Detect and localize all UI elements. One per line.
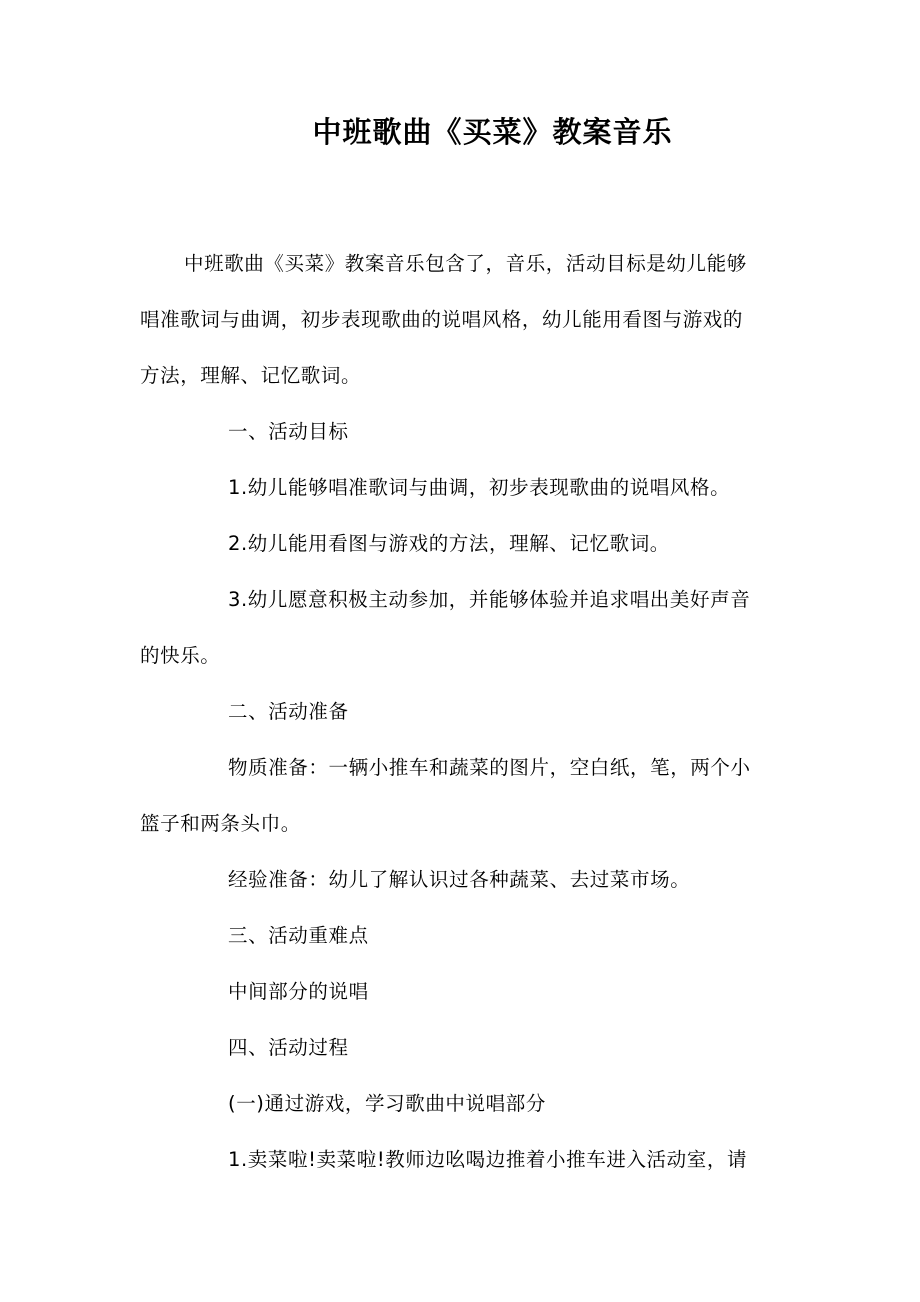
paragraph-line: 方法，理解、记忆歌词。: [140, 364, 362, 387]
paragraph-line: 的快乐。: [140, 644, 221, 667]
paragraph-line: 篮子和两条头巾。: [140, 812, 301, 835]
paragraph-line: 物质准备：一辆小推车和蔬菜的图片，空白纸，笔，两个小: [228, 756, 751, 779]
document-title: 中班歌曲《买菜》教案音乐: [312, 115, 673, 149]
section-heading: 一、活动目标: [228, 420, 349, 443]
paragraph-line: 唱准歌词与曲调，初步表现歌曲的说唱风格，幼儿能用看图与游戏的: [140, 308, 744, 331]
section-heading: 四、活动过程: [228, 1036, 349, 1059]
paragraph-line: 1.幼儿能够唱准歌词与曲调，初步表现歌曲的说唱风格。: [228, 476, 731, 499]
paragraph-line: 经验准备：幼儿了解认识过各种蔬菜、去过菜市场。: [228, 868, 691, 891]
section-heading: 二、活动准备: [228, 700, 349, 723]
paragraph-line: 2.幼儿能用看图与游戏的方法，理解、记忆歌词。: [228, 532, 670, 555]
paragraph-line: 3.幼儿愿意积极主动参加，并能够体验并追求唱出美好声音: [228, 588, 751, 611]
paragraph-line: 中间部分的说唱: [228, 980, 369, 1003]
section-heading: 三、活动重难点: [228, 924, 369, 947]
paragraph-line: 中班歌曲《买菜》教案音乐包含了，音乐，活动目标是幼儿能够: [184, 252, 747, 275]
paragraph-line: 1.卖菜啦!卖菜啦!教师边吆喝边推着小推车进入活动室，请: [228, 1148, 748, 1171]
paragraph-line: (一)通过游戏，学习歌曲中说唱部分: [228, 1092, 546, 1115]
